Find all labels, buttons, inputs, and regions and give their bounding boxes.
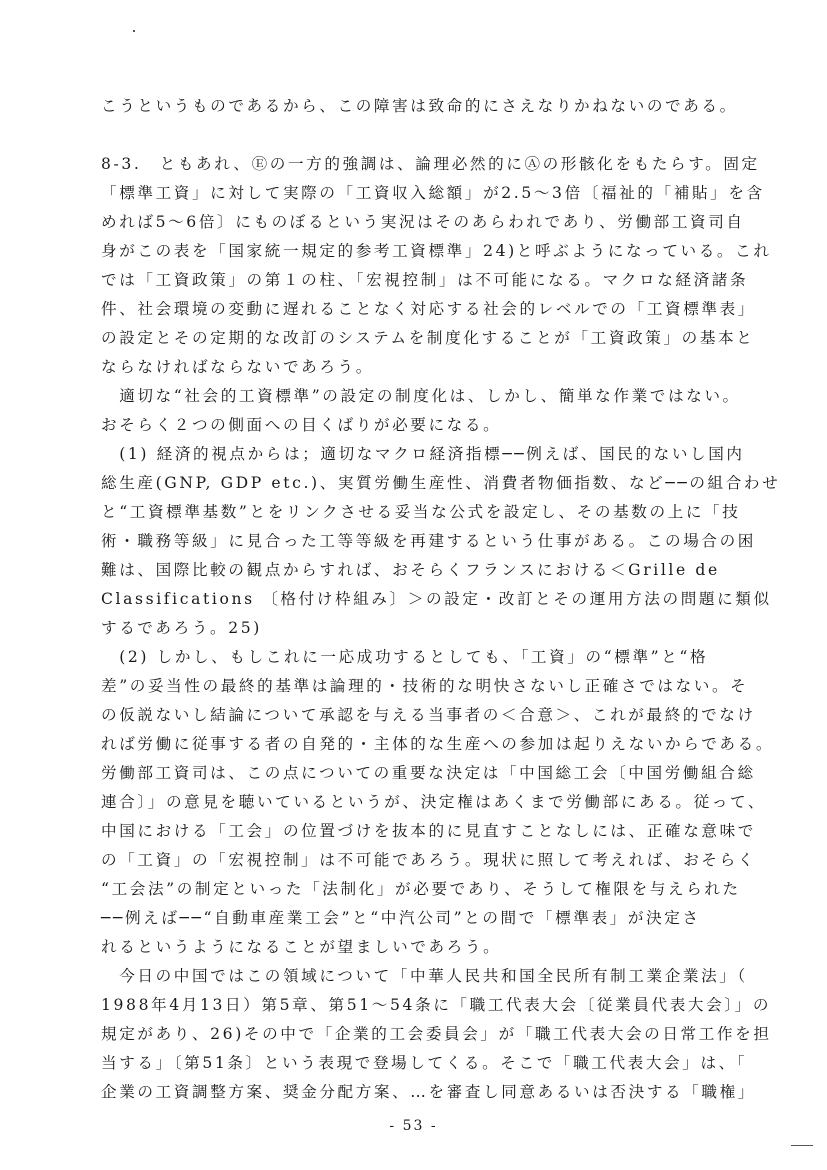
paragraph-line: 連合〕」の意見を聴いているというが、決定権はあくまで労働部にある。従って、: [101, 793, 767, 811]
paragraph-line: するであろう。25): [101, 619, 262, 637]
paragraph-line: ならなければならないであろう。: [101, 358, 374, 376]
paragraph-line: 術・職務等級」に見合った工等等級を再建するという仕事がある。この場合の困: [101, 532, 756, 550]
paragraph-line: 「標準工資」に対して実際の「工資収入総額」が2.5～3倍〔福祉的「補貼」を含: [101, 184, 765, 202]
paragraph-line: 今日の中国ではこの領域について「中華人民共和国全民所有制工業企業法」（: [101, 967, 748, 985]
paragraph-line: 労働部工資司は、この点についての重要な決定は「中国総工会〔中国労働組合総: [101, 764, 756, 782]
page-number: - 53 -: [389, 1118, 438, 1134]
paragraph-line: の仮説ないし結論について承認を与える当事者の＜合意＞、これが最終的でなけ: [101, 706, 756, 724]
paragraph-line: れば労働に従事する者の自発的・主体的な生産への参加は起りえないからである。: [101, 735, 775, 753]
paragraph-line: の設定とその定期的な改訂のシステムを制度化することが「工資政策」の基本と: [101, 329, 755, 347]
paragraph-line: (1) 経済的視点からは；適切なマクロ経済指標──例えば、国民的ないし国内: [101, 445, 745, 463]
paragraph-line: と“工資標準基数”とをリンクさせる妥当な公式を設定し、その基数の上に「技: [101, 503, 741, 521]
paragraph-line: こうというものであるから、この障害は致命的にさえなりかねないのである。: [101, 97, 738, 115]
paragraph-line: 件、社会環境の変動に遅れることなく対応する社会的レベルでの「工資標準表」: [101, 300, 756, 318]
paragraph-line: 8-3. ともあれ、Ⓔの一方的強調は、論理必然的にⒶの形骸化をもたらす。固定: [101, 155, 760, 173]
paragraph-line: 当する」〔第51条〕という表現で登場してくる。そこで「職工代表大会」は、「: [101, 1054, 748, 1072]
scan-speck: [133, 30, 135, 32]
paragraph-line: 差”の妥当性の最終的基準は論理的・技術的な明快さないし正確さではない。そ: [101, 677, 749, 695]
paragraph-line: おそらく２つの側面への目くばりが必要になる。: [101, 416, 502, 434]
paragraph-line: Classifications 〔格付け枠組み〕＞の設定・改訂とその運用方法の問題に類似: [101, 590, 772, 608]
paragraph-line: ──例えば──“自動車産業工会”と“中汽公司”との間で「標準表」が決定さ: [101, 909, 701, 927]
paragraph-line: 総生産(GNP, GDP etc.)、実質労働生産性、消費者物価指数、など──の組合わせ: [101, 474, 781, 492]
paragraph-line: “工会法”の制定といった「法制化」が必要であり、そうして権限を与えられた: [101, 880, 741, 898]
paragraph-line: 適切な“社会的工資標準”の設定の制度化は、しかし、簡単な作業ではない。: [101, 387, 741, 405]
scan-speck: [791, 1145, 813, 1146]
paragraph-line: れるというようになることが望ましいであろう。: [101, 938, 502, 956]
paragraph-line: 企業の工資調整方案、奨金分配方案、…を審査し同意あるいは否決する「職権」: [101, 1083, 756, 1101]
paragraph-line: 身がこの表を「国家統一規定的参考工資標準」24)と呼ぶようになっている。これ: [101, 242, 772, 260]
paragraph-line: 中国における「工会」の位置づけを抜本的に見直すことなしには、正確な意味で: [101, 822, 756, 840]
paragraph-line: (2) しかし、もしこれに一応成功するとしても、「工資」の“標準”と“格: [101, 648, 709, 666]
paragraph-line: の「工資」の「宏視控制」は不可能であろう。現状に照して考えれば、おそらく: [101, 851, 756, 869]
paragraph-line: めれば5～6倍〕にものぼるという実況はそのあらわれであり、労働部工資司自: [101, 213, 745, 231]
paragraph-line: では「工資政策」の第１の柱、「宏視控制」は不可能になる。マクロな経済諸条: [101, 271, 749, 289]
paragraph-line: 1988年4月13日）第5章、第51～54条に「職工代表大会〔従業員代表大会〕」の: [101, 996, 772, 1014]
paragraph-line: 難は、国際比較の観点からすれば、おそらくフランスにおける＜Grille de: [101, 561, 720, 579]
paragraph-line: 規定があり、26)その中で「企業的工会委員会」が「職工代表大会の日常工作を担: [101, 1025, 772, 1043]
